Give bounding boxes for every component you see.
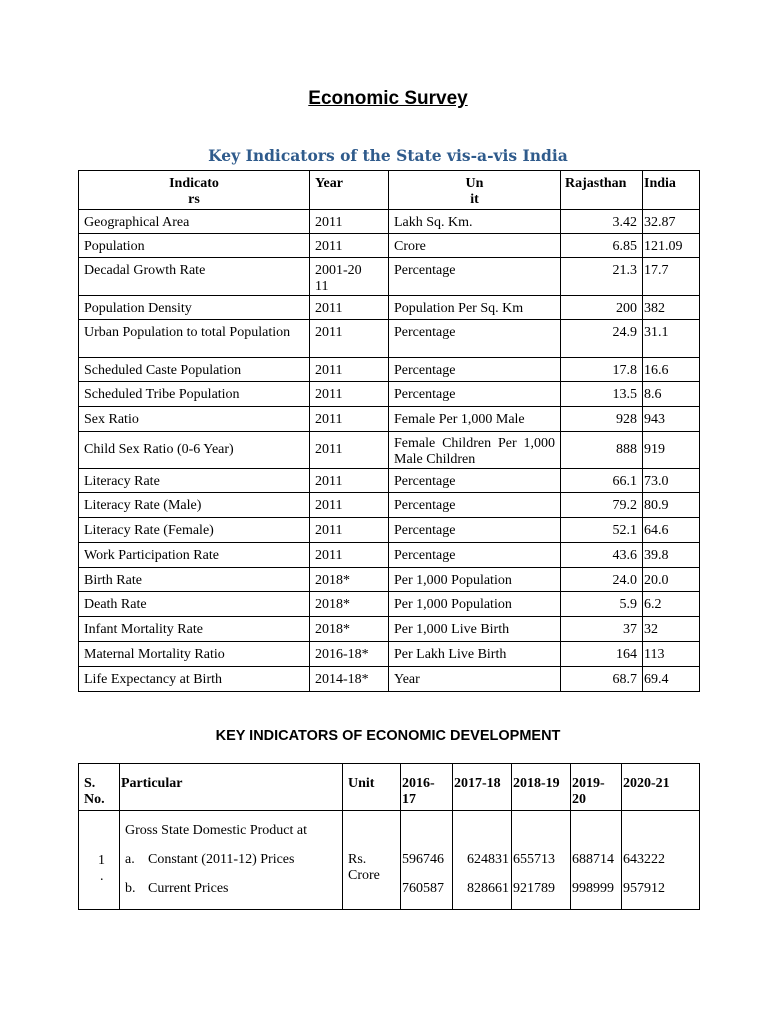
section-heading: KEY INDICATORS OF ECONOMIC DEVELOPMENT <box>215 728 561 744</box>
constant-2017-18: 624831 <box>467 852 509 867</box>
cell-indicator: Scheduled Tribe Population <box>79 382 310 407</box>
cell-unit: Percentage <box>389 493 561 518</box>
cell-unit: Percentage <box>389 258 561 296</box>
cell-indicator: Literacy Rate (Male) <box>79 493 310 518</box>
cell-unit: Female Children Per 1,000 Male Children <box>389 432 561 469</box>
cell-unit: Percentage <box>389 320 561 358</box>
economic-development-table <box>78 763 700 910</box>
cell-year: 2011 <box>310 234 389 258</box>
header-sno-line1: S. <box>84 776 96 791</box>
cell-unit: Year <box>389 667 561 692</box>
row-sno <box>79 811 120 910</box>
cell-indicator: Maternal Mortality Ratio <box>79 642 310 667</box>
table-row <box>79 407 700 432</box>
current-2017-18: 828661 <box>467 881 509 896</box>
header-2016-line2: 17 <box>402 792 416 807</box>
cell-indicator: Birth Rate <box>79 568 310 592</box>
header-indicators <box>79 171 310 210</box>
header-particular: Particular <box>120 764 343 811</box>
cell-year: 2011 <box>310 518 389 543</box>
cell-unit: Crore <box>389 234 561 258</box>
item-a-label: Constant (2011-12) Prices <box>148 852 295 867</box>
cell-year: 2018* <box>310 568 389 592</box>
cell-year: 2018* <box>310 617 389 642</box>
cell-indicator: Work Participation Rate <box>79 543 310 568</box>
cell-indicator: Population <box>79 234 310 258</box>
current-2019-20: 998999 <box>572 881 614 896</box>
cell-india: 39.8 <box>643 543 700 568</box>
table-row <box>79 642 700 667</box>
constant-2018-19: 655713 <box>513 852 555 867</box>
cell-rajasthan: 5.9 <box>561 592 643 617</box>
cell-2019-20 <box>571 811 622 910</box>
row-particular <box>120 811 343 910</box>
header-2019-line2: 20 <box>572 792 586 807</box>
cell-india: 31.1 <box>643 320 700 358</box>
cell-unit: Per 1,000 Population <box>389 568 561 592</box>
table-row <box>79 469 700 493</box>
header-indicators-line1: Indicato <box>169 176 219 191</box>
cell-2018-19 <box>512 811 571 910</box>
cell-india: 80.9 <box>643 493 700 518</box>
table-row <box>79 358 700 382</box>
cell-rajasthan: 43.6 <box>561 543 643 568</box>
document-subtitle: Key Indicators of the State vis-a-vis India <box>208 146 568 165</box>
cell-unit: Per 1,000 Population <box>389 592 561 617</box>
cell-india: 32 <box>643 617 700 642</box>
header-india: India <box>643 171 700 210</box>
cell-rajasthan: 21.3 <box>561 258 643 296</box>
header-unit-line1: Un <box>465 176 484 191</box>
row-unit-line1: Rs. <box>348 852 367 867</box>
header-sno <box>79 764 120 811</box>
constant-2019-20: 688714 <box>572 852 614 867</box>
cell-indicator: Literacy Rate (Female) <box>79 518 310 543</box>
cell-india: 69.4 <box>643 667 700 692</box>
cell-rajasthan: 79.2 <box>561 493 643 518</box>
cell-rajasthan: 13.5 <box>561 382 643 407</box>
header-unit2: Unit <box>343 764 401 811</box>
cell-year: 2011 <box>310 493 389 518</box>
cell-year: 2011 <box>310 296 389 320</box>
document-title: Economic Survey <box>308 88 468 109</box>
cell-year: 2011 <box>310 358 389 382</box>
table-row <box>79 592 700 617</box>
cell-india: 6.2 <box>643 592 700 617</box>
cell-indicator: Death Rate <box>79 592 310 617</box>
cell-india: 382 <box>643 296 700 320</box>
header-2017-18: 2017-18 <box>453 764 512 811</box>
item-b-label: Current Prices <box>148 881 229 896</box>
cell-india: 20.0 <box>643 568 700 592</box>
cell-rajasthan: 928 <box>561 407 643 432</box>
cell-year: 2014-18* <box>310 667 389 692</box>
table-row <box>79 617 700 642</box>
cell-unit: Population Per Sq. Km <box>389 296 561 320</box>
cell-rajasthan: 24.0 <box>561 568 643 592</box>
particular-group: Gross State Domestic Product at <box>125 823 307 838</box>
table-row <box>79 493 700 518</box>
cell-unit: Per 1,000 Live Birth <box>389 617 561 642</box>
item-b-marker: b. <box>125 881 136 896</box>
cell-year: 2011 <box>310 210 389 234</box>
cell-indicator: Decadal Growth Rate <box>79 258 310 296</box>
cell-year: 2011 <box>310 407 389 432</box>
header-2016-line1: 2016- <box>402 776 435 791</box>
table-row <box>79 568 700 592</box>
header-unit <box>389 171 561 210</box>
cell-rajasthan: 3.42 <box>561 210 643 234</box>
cell-2017-18 <box>453 811 512 910</box>
constant-2020-21: 643222 <box>623 852 665 867</box>
cell-unit: Per Lakh Live Birth <box>389 642 561 667</box>
state-vs-india-table-body <box>79 171 700 692</box>
cell-india: 8.6 <box>643 382 700 407</box>
header-indicators-line2: rs <box>188 192 200 207</box>
table-row <box>79 518 700 543</box>
cell-rajasthan: 6.85 <box>561 234 643 258</box>
cell-year: 2011 <box>310 382 389 407</box>
constant-2016-17: 596746 <box>402 852 444 867</box>
row-unit-line2: Crore <box>348 868 380 883</box>
table-row <box>79 320 700 358</box>
cell-india: 121.09 <box>643 234 700 258</box>
cell-unit: Lakh Sq. Km. <box>389 210 561 234</box>
cell-unit: Percentage <box>389 518 561 543</box>
header-sno-line2: No. <box>84 792 105 807</box>
cell-indicator: Urban Population to total Population <box>79 320 310 358</box>
cell-indicator: Literacy Rate <box>79 469 310 493</box>
cell-indicator: Geographical Area <box>79 210 310 234</box>
table-row <box>79 382 700 407</box>
cell-rajasthan: 24.9 <box>561 320 643 358</box>
cell-2016-17 <box>401 811 453 910</box>
cell-unit: Percentage <box>389 358 561 382</box>
table-row <box>79 543 700 568</box>
cell-year: 2018* <box>310 592 389 617</box>
header-2020-21: 2020-21 <box>622 764 700 811</box>
cell-india: 64.6 <box>643 518 700 543</box>
cell-rajasthan: 888 <box>561 432 643 469</box>
cell-india: 919 <box>643 432 700 469</box>
table-row <box>79 667 700 692</box>
table-row <box>79 210 700 234</box>
cell-unit: Female Per 1,000 Male <box>389 407 561 432</box>
cell-2020-21 <box>622 811 700 910</box>
header-year: Year <box>310 171 389 210</box>
cell-indicator: Scheduled Caste Population <box>79 358 310 382</box>
current-2018-19: 921789 <box>513 881 555 896</box>
cell-indicator: Life Expectancy at Birth <box>79 667 310 692</box>
cell-unit: Percentage <box>389 382 561 407</box>
cell-year: 2011 <box>310 320 389 358</box>
row-unit <box>343 811 401 910</box>
cell-year: 2011 <box>310 543 389 568</box>
table-header-row <box>79 171 700 210</box>
cell-unit: Percentage <box>389 469 561 493</box>
cell-indicator: Population Density <box>79 296 310 320</box>
current-2016-17: 760587 <box>402 881 444 896</box>
item-a-marker: a. <box>125 852 135 867</box>
cell-rajasthan: 68.7 <box>561 667 643 692</box>
cell-rajasthan: 37 <box>561 617 643 642</box>
cell-unit: Percentage <box>389 543 561 568</box>
cell-indicator: Sex Ratio <box>79 407 310 432</box>
header-unit-line2: it <box>470 192 479 207</box>
table-row <box>79 296 700 320</box>
row-sno-value: 1 <box>98 853 105 868</box>
header-2016-17 <box>401 764 453 811</box>
header-2019-20 <box>571 764 622 811</box>
cell-rajasthan: 52.1 <box>561 518 643 543</box>
cell-indicator: Child Sex Ratio (0-6 Year) <box>79 432 310 469</box>
cell-year: 2001-2011 <box>310 258 389 296</box>
cell-indicator: Infant Mortality Rate <box>79 617 310 642</box>
cell-year: 2016-18* <box>310 642 389 667</box>
current-2020-21: 957912 <box>623 881 665 896</box>
cell-rajasthan: 17.8 <box>561 358 643 382</box>
cell-year: 2011 <box>310 432 389 469</box>
cell-year: 2011 <box>310 469 389 493</box>
state-vs-india-table <box>78 170 700 692</box>
table-row <box>79 432 700 469</box>
header-2018-19: 2018-19 <box>512 764 571 811</box>
table-row <box>79 234 700 258</box>
table2-header-row <box>79 764 700 811</box>
cell-india: 943 <box>643 407 700 432</box>
cell-rajasthan: 200 <box>561 296 643 320</box>
cell-india: 17.7 <box>643 258 700 296</box>
row-sno-dot: . <box>100 869 104 884</box>
cell-india: 16.6 <box>643 358 700 382</box>
cell-rajasthan: 66.1 <box>561 469 643 493</box>
cell-india: 32.87 <box>643 210 700 234</box>
table-row <box>79 258 700 296</box>
header-2019-line1: 2019- <box>572 776 605 791</box>
cell-rajasthan: 164 <box>561 642 643 667</box>
cell-india: 113 <box>643 642 700 667</box>
header-rajasthan: Rajasthan <box>561 171 643 210</box>
table2-row-gsdp <box>79 811 700 910</box>
cell-india: 73.0 <box>643 469 700 493</box>
